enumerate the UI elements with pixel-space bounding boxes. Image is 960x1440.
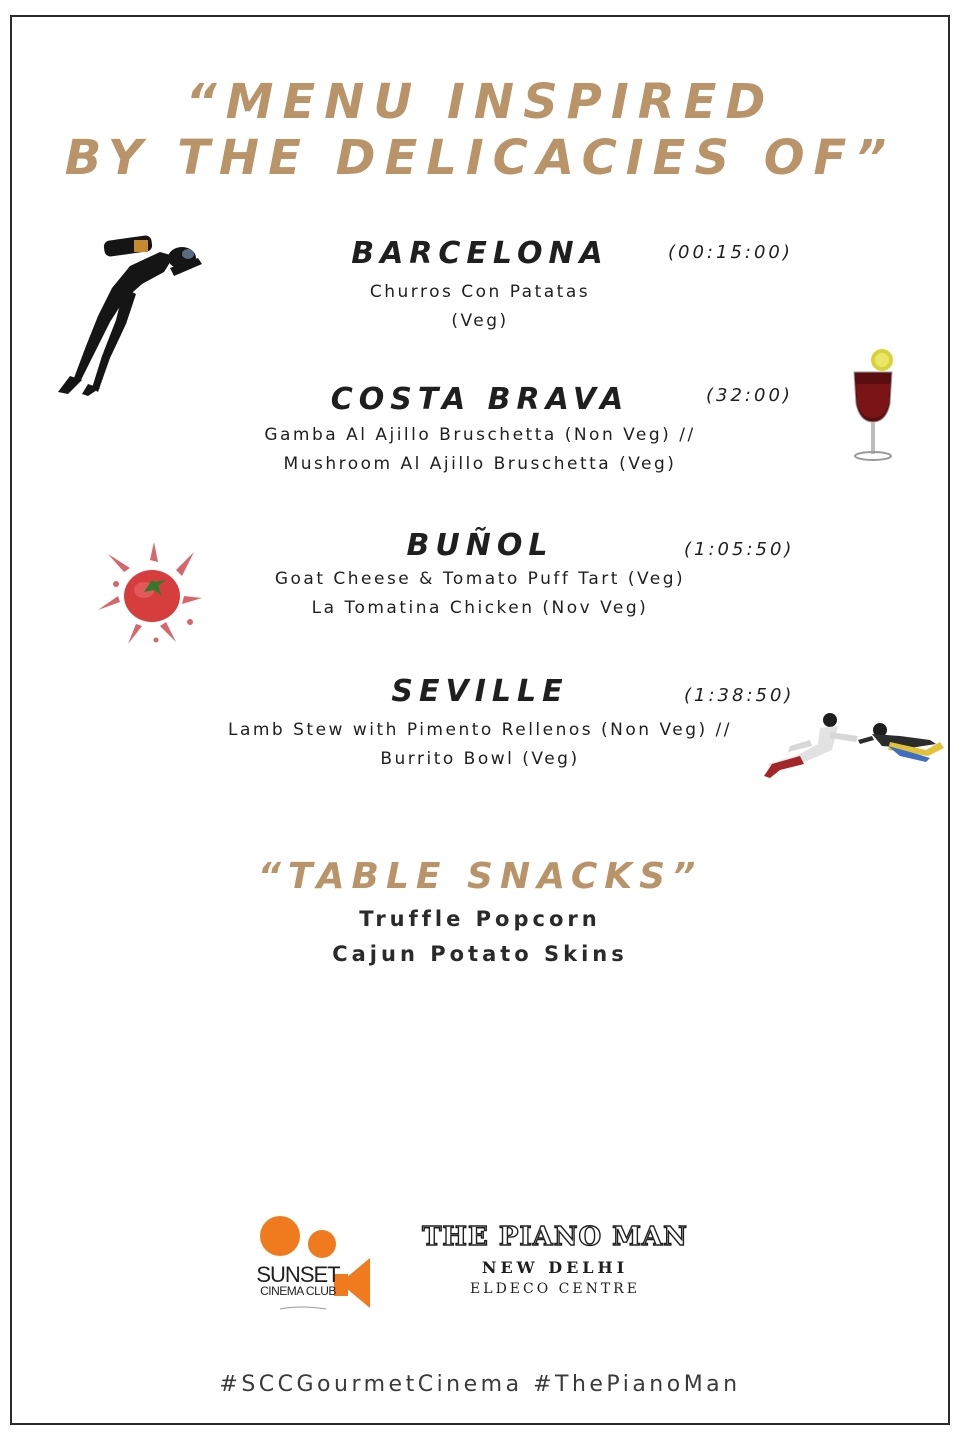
table-snacks-title: “TABLE SNACKS” (257, 856, 703, 897)
snack-item: Cajun Potato Skins (332, 942, 628, 966)
section-time-barcelona: (00:15:00) (668, 242, 793, 263)
dish-line: Goat Cheese & Tomato Puff Tart (Veg) (274, 569, 686, 589)
piano-man-title: THE PIANO MAN (422, 1222, 688, 1252)
dish-line: Gamba Al Ajillo Bruschetta (Non Veg) // (264, 425, 696, 445)
section-time-seville: (1:38:50) (684, 685, 795, 706)
piano-man-logo (400, 1222, 710, 1297)
dish-line: La Tomatina Chicken (Nov Veg) (311, 598, 649, 618)
sangria-glass-icon (846, 344, 898, 464)
dish-line: Mushroom Al Ajillo Bruschetta (Veg) (283, 454, 677, 474)
snack-item: Truffle Popcorn (359, 907, 601, 931)
splattered-tomato-icon (96, 540, 204, 646)
skydivers-icon (760, 706, 944, 786)
scuba-diver-icon (52, 228, 204, 396)
section-time-costa-brava: (32:00) (706, 385, 793, 406)
dish-line: Churros Con Patatas (369, 282, 591, 302)
section-title-costa-brava: COSTA BRAVA (330, 382, 630, 417)
section-time-bunol: (1:05:50) (684, 539, 795, 560)
footer-hashtags: #SCCGourmetCinema #ThePianoMan (219, 1372, 741, 1397)
dish-line: Burrito Bowl (Veg) (380, 749, 580, 769)
headline-line-1: “MENU INSPIRED (185, 74, 775, 130)
piano-man-city: NEW DELHI (481, 1258, 629, 1277)
dish-line: (Veg) (451, 311, 509, 331)
section-title-bunol: BUÑOL (406, 528, 554, 563)
scc-line-1: SUNSET (256, 1262, 340, 1287)
piano-man-venue: ELDECO CENTRE (470, 1281, 640, 1297)
scc-line-2: CINEMA CLUB (260, 1284, 336, 1298)
headline-line-2: BY THE DELICACIES OF” (64, 130, 896, 186)
section-title-seville: SEVILLE (391, 674, 569, 709)
dish-line: Lamb Stew with Pimento Rellenos (Non Veg) // (227, 720, 733, 740)
sunset-cinema-club-logo (250, 1214, 380, 1314)
section-title-barcelona: BARCELONA (351, 236, 609, 271)
